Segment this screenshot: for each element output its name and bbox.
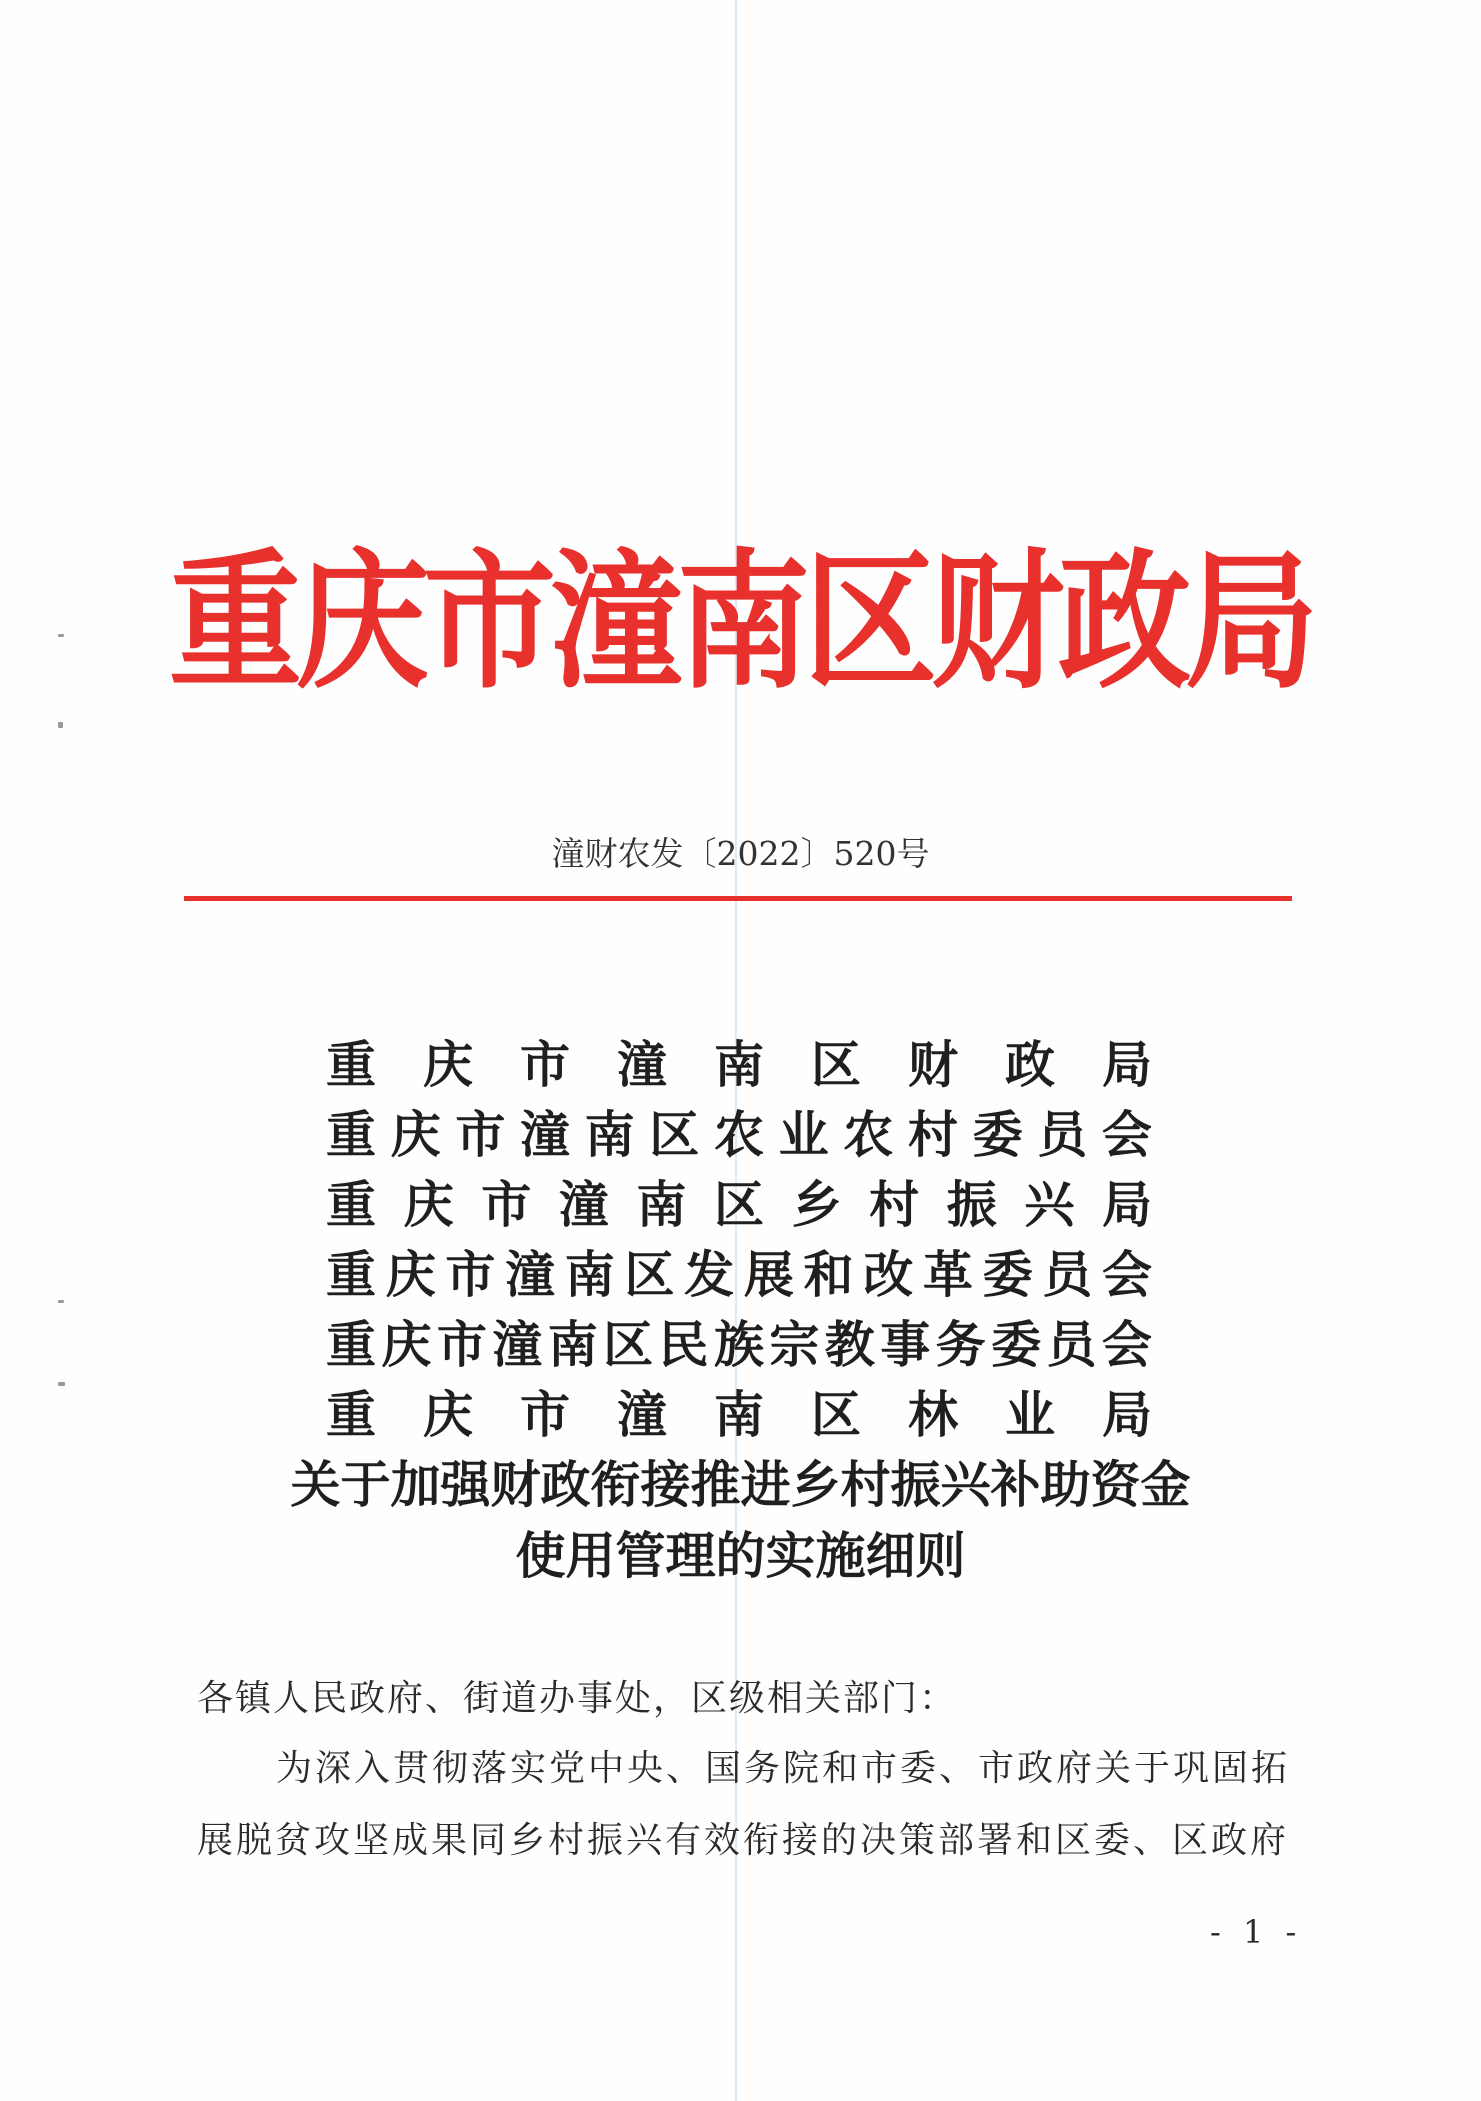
issuer-list (326, 1030, 1152, 1450)
issuer-char: 员 (1046, 1315, 1097, 1374)
issuer-char: 务 (935, 1315, 986, 1374)
issuer-line (326, 1240, 1152, 1310)
issuer-char: 潼 (519, 1105, 570, 1164)
issuer-line (326, 1310, 1152, 1380)
issuer-char: 财 (908, 1035, 958, 1094)
issuer-char: 潼 (505, 1245, 556, 1304)
issuer-char: 族 (713, 1315, 764, 1374)
issuer-char: 改 (863, 1245, 914, 1304)
document-title-line-2: 使用管理的实施细则 (515, 1526, 966, 1585)
issuer-line (326, 1100, 1152, 1170)
issuer-char: 南 (714, 1035, 764, 1094)
body-text-line-2: 展脱贫攻坚成果同乡村振兴有效衔接的决策部署和区委、区政府 (197, 1820, 1290, 1861)
issuer-char: 局 (1102, 1385, 1152, 1444)
issuer-char: 市 (520, 1035, 570, 1094)
issuer-char: 市 (520, 1385, 570, 1444)
issuer-char: 委 (991, 1315, 1042, 1374)
issuer-line (326, 1380, 1152, 1450)
scan-speck (58, 1300, 64, 1303)
issuer-char: 区 (624, 1245, 675, 1304)
issuer-char: 政 (1005, 1035, 1055, 1094)
document-title-line-1: 关于加强财政衔接推进乡村振兴补助资金 (290, 1455, 1191, 1514)
document-number: 潼财农发〔2022〕520号 (551, 834, 930, 873)
issuer-char: 教 (824, 1315, 875, 1374)
issuer-line (326, 1030, 1152, 1100)
issuer-char: 员 (1042, 1245, 1093, 1304)
issuer-char: 委 (982, 1245, 1033, 1304)
issuer-char: 重 (326, 1105, 376, 1164)
issuer-char: 区 (713, 1175, 764, 1234)
header-divider-rule (184, 896, 1292, 901)
issuer-char: 市 (445, 1245, 496, 1304)
issuer-char: 重 (326, 1035, 376, 1094)
issuer-char: 发 (684, 1245, 735, 1304)
issuer-char: 兴 (1024, 1175, 1075, 1234)
issuer-char: 南 (584, 1105, 635, 1164)
issuer-char: 庆 (385, 1245, 436, 1304)
page-number: - 1 - (1210, 1913, 1303, 1951)
issuer-char: 潼 (617, 1385, 667, 1444)
issuer-char: 南 (564, 1245, 615, 1304)
scan-speck (58, 722, 63, 728)
issuer-char: 区 (811, 1035, 861, 1094)
salutation: 各镇人民政府、街道办事处，区级相关部门： (197, 1678, 958, 1719)
issuer-char: 业 (778, 1105, 829, 1164)
issuer-char: 委 (972, 1105, 1023, 1164)
issuer-char: 南 (547, 1315, 598, 1374)
issuer-char: 区 (811, 1385, 861, 1444)
issuer-char: 员 (1037, 1105, 1088, 1164)
issuer-char: 会 (1101, 1105, 1152, 1164)
issuer-char: 潼 (558, 1175, 609, 1234)
body-text-line-1: 为深入贯彻落实党中央、国务院和市委、市政府关于巩固拓 (276, 1748, 1291, 1789)
issuer-char: 庆 (423, 1385, 473, 1444)
issuer-char: 和 (803, 1245, 854, 1304)
issuer-char: 重 (326, 1315, 376, 1374)
issuer-char: 振 (946, 1175, 997, 1234)
scan-speck (58, 1382, 65, 1386)
issuer-char: 庆 (423, 1035, 473, 1094)
issuer-char: 乡 (791, 1175, 842, 1234)
issuer-char: 南 (714, 1385, 764, 1444)
issuer-char: 重 (326, 1175, 376, 1234)
issuer-line (326, 1170, 1152, 1240)
issuer-char: 业 (1005, 1385, 1055, 1444)
issuer-char: 会 (1101, 1245, 1152, 1304)
issuer-char: 展 (743, 1245, 794, 1304)
issuer-header: 重庆市潼南区财政局 (169, 534, 1312, 710)
issuer-char: 南 (636, 1175, 687, 1234)
issuer-char: 民 (658, 1315, 709, 1374)
issuer-char: 庆 (403, 1175, 454, 1234)
issuer-char: 农 (713, 1105, 764, 1164)
issuer-char: 会 (1101, 1315, 1152, 1374)
issuer-char: 重 (326, 1245, 376, 1304)
issuer-char: 区 (603, 1315, 654, 1374)
issuer-char: 庆 (381, 1315, 432, 1374)
issuer-char: 潼 (617, 1035, 667, 1094)
issuer-char: 村 (907, 1105, 958, 1164)
issuer-char: 市 (481, 1175, 532, 1234)
issuer-char: 事 (880, 1315, 931, 1374)
issuer-char: 宗 (769, 1315, 820, 1374)
issuer-char: 局 (1101, 1175, 1152, 1234)
issuer-char: 重 (326, 1385, 376, 1444)
issuer-char: 局 (1102, 1035, 1152, 1094)
issuer-char: 潼 (492, 1315, 543, 1374)
issuer-char: 市 (455, 1105, 506, 1164)
issuer-char: 革 (922, 1245, 973, 1304)
issuer-char: 村 (869, 1175, 920, 1234)
issuer-char: 市 (436, 1315, 487, 1374)
issuer-char: 庆 (390, 1105, 441, 1164)
issuer-char: 林 (908, 1385, 958, 1444)
issuer-char: 区 (649, 1105, 700, 1164)
issuer-char: 农 (843, 1105, 894, 1164)
